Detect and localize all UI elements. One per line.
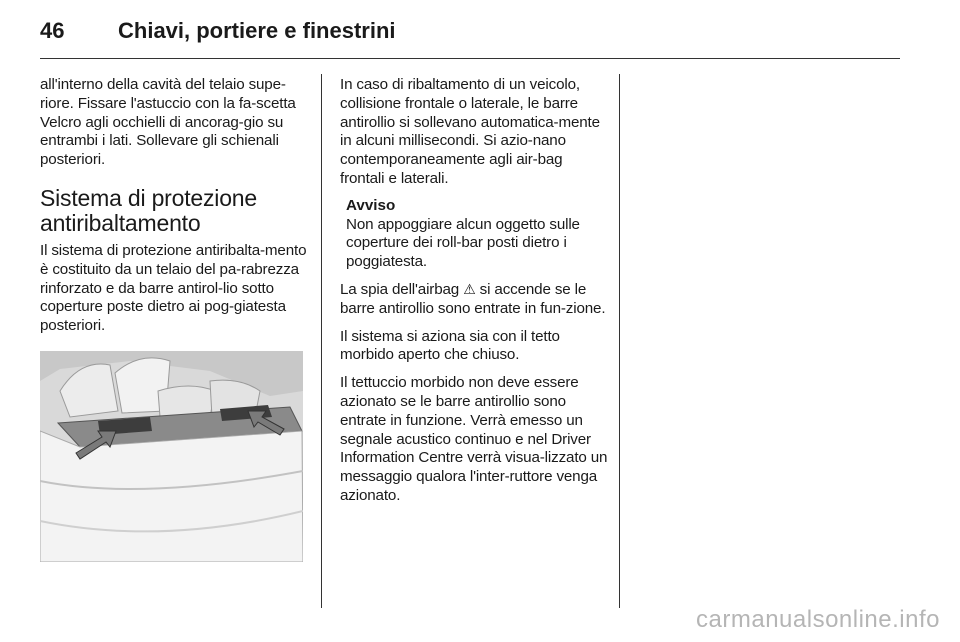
watermark-text: carmanualsonline.info <box>696 606 940 633</box>
rollover-paragraph: In caso di ribaltamento di un veicolo, collisione frontale o laterale, le barre antirollio si sollevano automatica-mente in alcuni millisecondi. Si azio-nano contemporaneamente agli air-bag frontali e laterali. <box>340 76 600 187</box>
column-divider-left <box>321 74 322 608</box>
section-heading: Sistema di protezione antiribaltamento <box>40 184 257 236</box>
right-column <box>340 76 608 506</box>
convertible-rear-view-drawing <box>40 351 303 562</box>
column-divider-right <box>619 74 620 608</box>
notice-title: Avviso <box>346 196 396 214</box>
soft-top-paragraph: Il sistema si aziona sia con il tetto morbido aperto che chiuso. <box>340 327 560 364</box>
airbag-paragraph-end: si accende se le barre antirollio sono entrate in fun-zione. <box>340 280 606 317</box>
rollover-bar-illustration <box>40 351 303 562</box>
page-title: Chiavi, portiere e finestrini <box>118 18 396 43</box>
airbag-paragraph <box>340 280 608 319</box>
warning-paragraph: Il tettuccio morbido non deve essere azionato se le barre antirollio sono entrate in funzione. Verrà emesso un segnale acustico continuo e nel Driver Information Centre verrà visua-lizzato un messaggio qualora l'inter-ruttore venga azionato. <box>340 374 608 504</box>
page-number: 46 <box>40 18 65 43</box>
left-column <box>40 76 308 562</box>
section-body-paragraph: Il sistema di protezione antiribalta-mento è costituito da un telaio del pa-rabrezza rinforzato e da barre antirol-lio sotto coperture poste dietro ai pog-giatesta posteriori. <box>40 241 307 335</box>
airbag-paragraph-start: La spia dell'airbag <box>340 280 464 298</box>
notice-text: Non appoggiare alcun oggetto sulle coperture dei roll-bar posti dietro i poggiatesta. <box>346 215 580 271</box>
intro-paragraph: all'interno della cavità del telaio supe-riore. Fissare l'astuccio con la fa-scetta Velcro agli occhielli di ancorag-gio su entrambi i lati. Sollevare gli schienali posteriori. <box>40 76 296 169</box>
header-divider <box>40 58 900 59</box>
page-header <box>40 16 910 52</box>
airbag-warning-icon: ⚠ <box>463 280 476 297</box>
notice-box <box>346 197 608 272</box>
